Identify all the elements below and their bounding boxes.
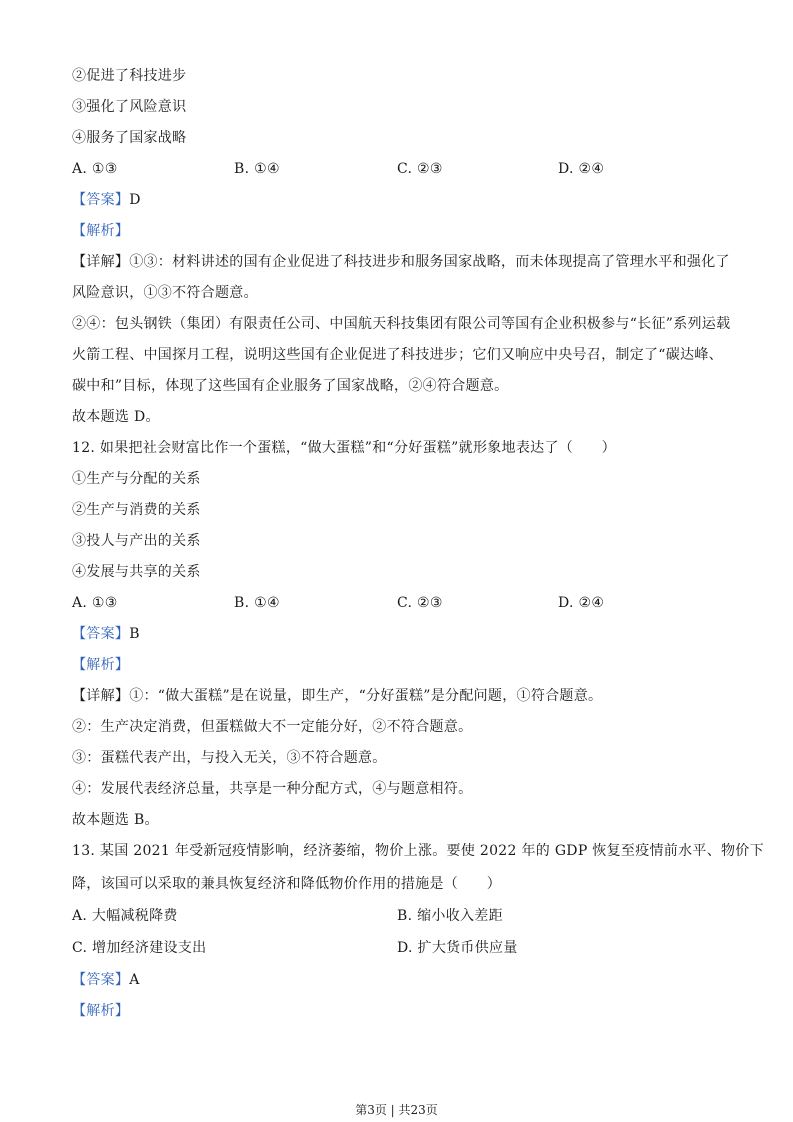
detail-line: 火箭工程、中国探月工程，说明这些国有企业促进了科技进步；它们又响应中央号召，制定了“碳达峰、 (72, 347, 723, 363)
option-b: B. ①④ (234, 595, 280, 611)
option-a: A. 大幅减税降费 (72, 908, 178, 924)
statement-3: ③投人与产出的关系 (72, 533, 201, 549)
option-b: B. ①④ (234, 161, 280, 177)
answer-line (72, 190, 721, 210)
question-13-stem-cont: 降，该国可以采取的兼具恢复经济和降低物价作用的措施是（ ） (72, 876, 501, 892)
answer-value: A (129, 972, 140, 988)
analysis-heading (72, 221, 721, 241)
question-12-stem: 12. 如果把社会财富比作一个蛋糕，“做大蛋糕”和“分好蛋糕”就形象地表达了（ ） (72, 440, 616, 456)
detail-line: ④：发展代表经济总量，共享是一种分配方式，④与题意相符。 (72, 781, 473, 797)
statement-2: ②生产与消费的关系 (72, 502, 201, 518)
option-d: D. ②④ (558, 595, 605, 611)
page-footer: 第3页 | 共23页 (355, 1103, 438, 1117)
detail-line (72, 686, 721, 706)
answer-line (72, 624, 721, 644)
detail-line: 碳中和”目标，体现了这些国有企业服务了国家战略，②④符合题意。 (72, 378, 509, 394)
statement-4: ④服务了国家战略 (72, 130, 187, 146)
answer-value: D (129, 192, 141, 208)
answer-line (72, 970, 721, 990)
analysis-heading (72, 655, 721, 675)
conclusion: 故本题选 B。 (72, 812, 159, 828)
option-c: C. ②③ (397, 161, 443, 177)
statement-1: ①生产与分配的关系 (72, 471, 201, 487)
option-a: A. ①③ (72, 595, 118, 611)
answer-tag: 【答案】 (72, 972, 130, 988)
conclusion: 故本题选 D。 (72, 409, 160, 425)
question-13-stem: 13. 某国 2021 年受新冠疫情影响，经济萎缩，物价上涨。要使 2022 年的 GDP 恢复至疫情前水平、物价下 (72, 843, 764, 859)
answer-tag: 【答案】 (72, 192, 130, 208)
detail-line: ②：生产决定消费，但蛋糕做大不一定能分好，②不符合题意。 (72, 719, 473, 735)
detail-tag: 【详解】 (72, 254, 130, 270)
detail-line: ③：蛋糕代表产出，与投入无关，③不符合题意。 (72, 750, 387, 766)
detail-line: ②④：包头钢铁（集团）有限责任公司、中国航天科技集团有限公司等国有企业积极参与“长征”系列运载 (72, 316, 731, 332)
answer-tag: 【答案】 (72, 626, 130, 642)
option-d: D. 扩大货币供应量 (397, 940, 518, 956)
detail-tag: 【详解】 (72, 688, 130, 704)
detail-text: ①③：材料讲述的国有企业促进了科技进步和服务国家战略，而未体现提高了管理水平和强化了 (129, 254, 730, 270)
option-c: C. 增加经济建设支出 (72, 940, 207, 956)
option-d: D. ②④ (558, 161, 605, 177)
answer-value: B (129, 626, 140, 642)
option-b: B. 缩小收入差距 (397, 908, 503, 924)
option-a: A. ①③ (72, 161, 118, 177)
statement-4: ④发展与共享的关系 (72, 564, 201, 580)
statement-2: ②促进了科技进步 (72, 68, 187, 84)
analysis-tag: 【解析】 (72, 1003, 130, 1019)
detail-text: ①：“做大蛋糕”是在说量，即生产，“分好蛋糕”是分配问题，①符合题意。 (129, 688, 603, 704)
analysis-tag: 【解析】 (72, 657, 130, 673)
statement-3: ③强化了风险意识 (72, 99, 187, 115)
option-c: C. ②③ (397, 595, 443, 611)
detail-line (72, 252, 730, 272)
analysis-heading (72, 1001, 721, 1021)
analysis-tag: 【解析】 (72, 223, 130, 239)
detail-line: 风险意识，①③不符合题意。 (72, 285, 258, 301)
